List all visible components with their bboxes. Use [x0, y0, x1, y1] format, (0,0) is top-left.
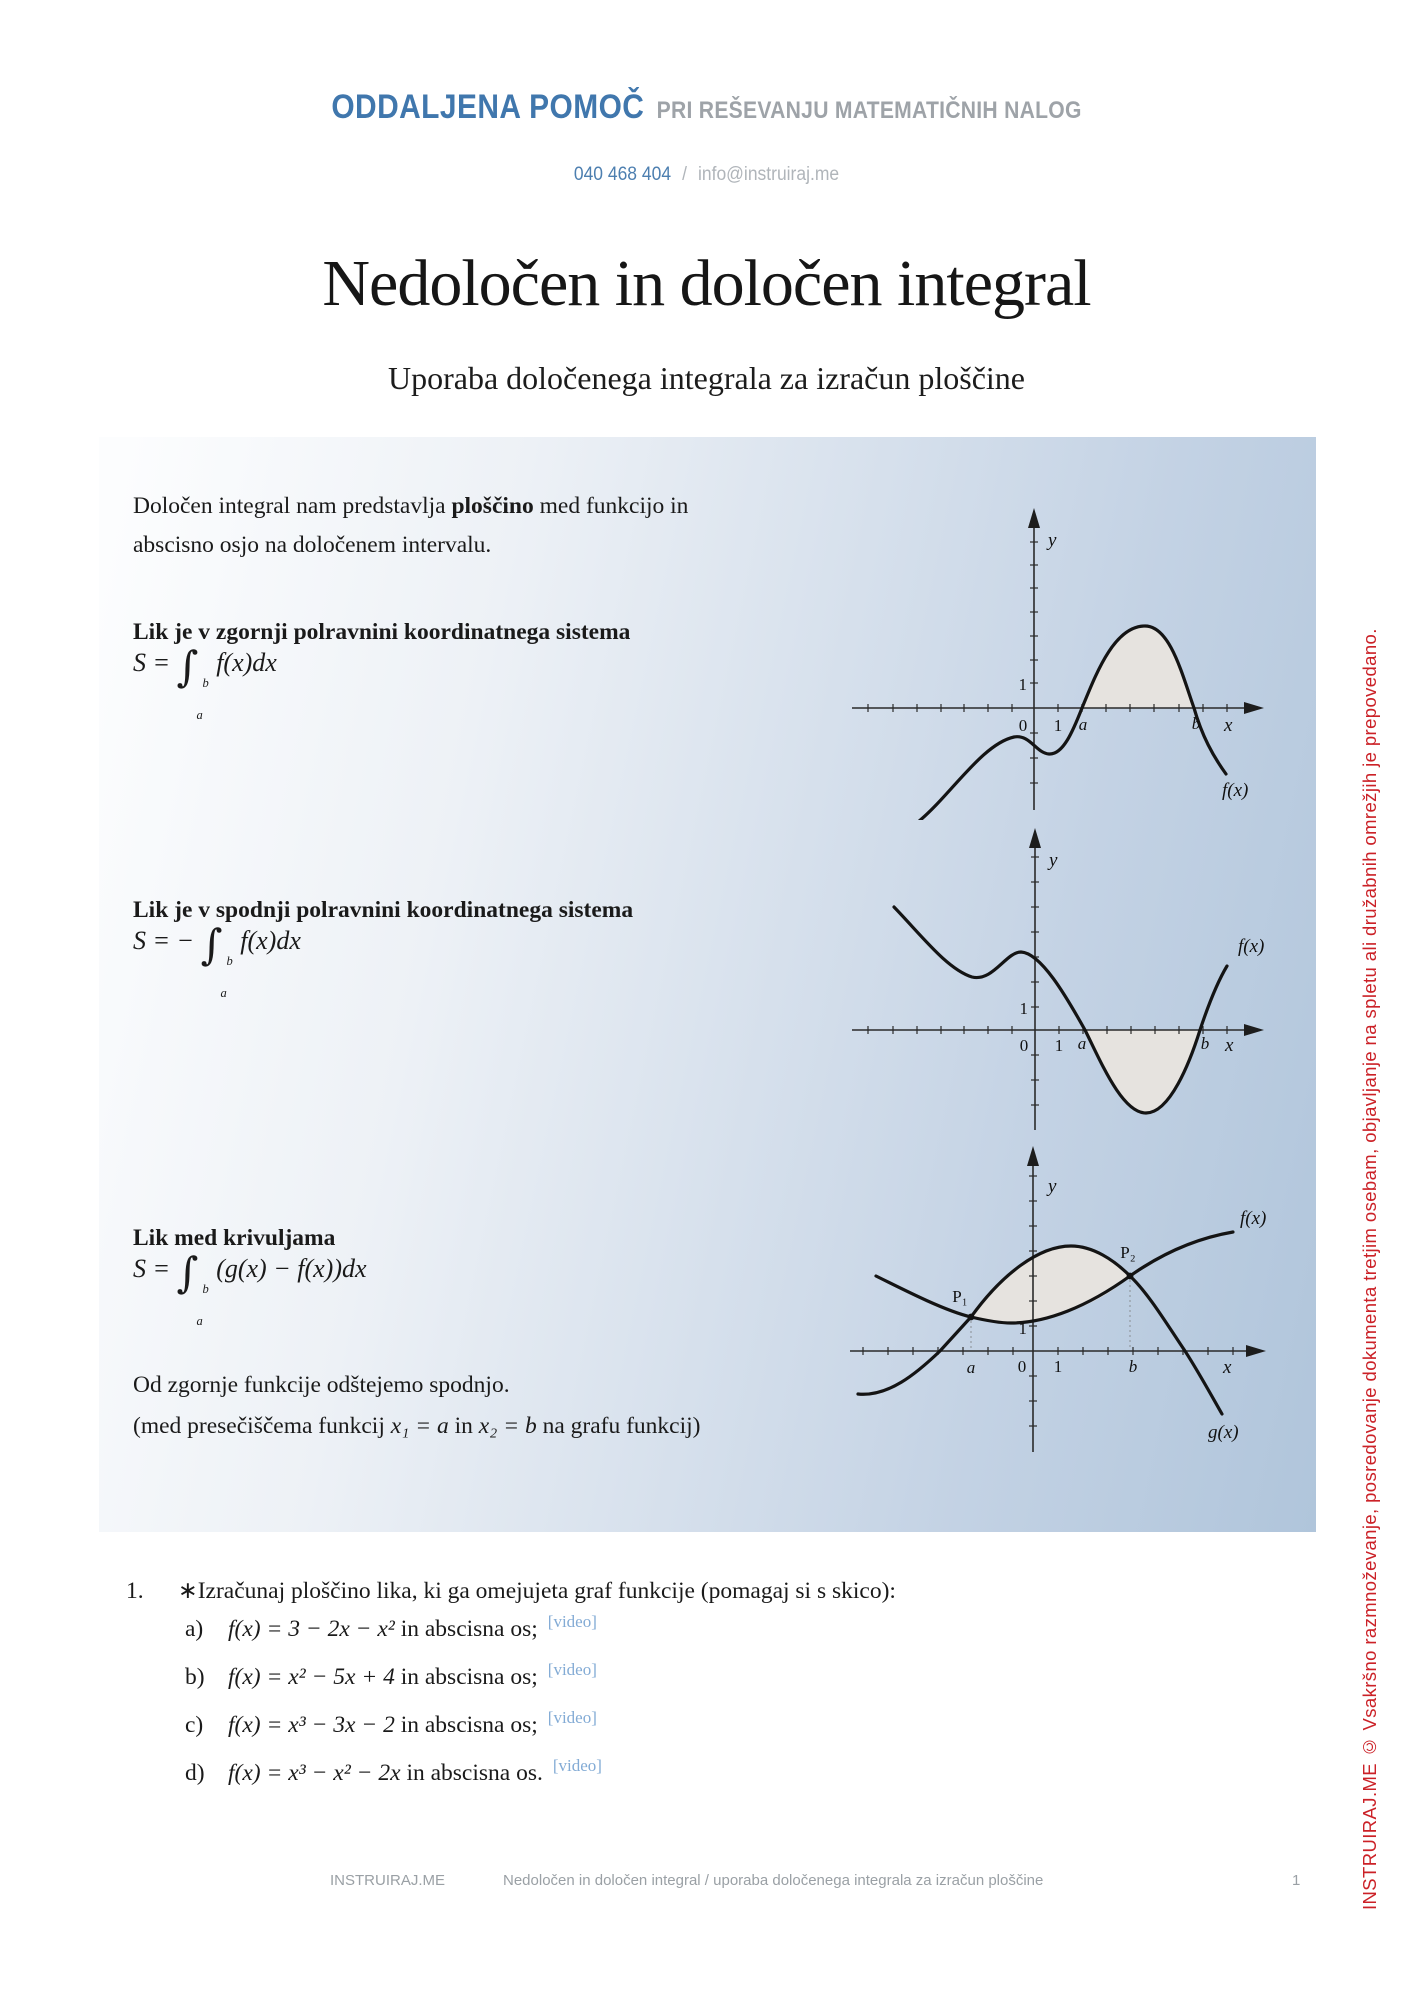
video-link[interactable]: [video]	[547, 1708, 597, 1727]
page-subtitle: Uporaba določenega integrala za izračun ploščine	[387, 360, 1025, 396]
item-label: c)	[185, 1712, 204, 1738]
item-suffix: in abscisna os;	[400, 1616, 538, 1642]
formula3-lhs: S =	[133, 1254, 171, 1283]
formula1-lhs: S =	[133, 648, 171, 677]
x-one-label: 1	[1053, 716, 1063, 735]
origin-label: 0	[1018, 716, 1028, 735]
video-link[interactable]: [video]	[552, 1756, 602, 1775]
contact-separator: /	[682, 164, 687, 185]
formula1-body: f(x)dx	[216, 648, 277, 677]
integral-sign: ∫	[200, 920, 223, 969]
b-label: b	[1128, 1357, 1138, 1376]
y-axis-arrow	[1029, 828, 1041, 848]
item-suffix: in abscisna os;	[400, 1712, 538, 1738]
brand-tagline: PRI REŠEVANJU MATEMATIČNIH NALOG	[656, 97, 1082, 124]
item-suffix: in abscisna os.	[406, 1760, 543, 1786]
section3-note1: Od zgornje funkcije odštejemo spodnjo.	[133, 1372, 510, 1398]
exercise-item-b	[185, 1660, 597, 1691]
integral-lower-limit: a	[196, 707, 203, 722]
section3-formula	[133, 1248, 367, 1328]
formula2-body: f(x)dx	[240, 926, 301, 955]
x-one-label: 1	[1054, 1036, 1064, 1055]
item-label: d)	[185, 1760, 205, 1786]
p2-label: P₂	[1120, 1243, 1136, 1262]
section3-heading: Lik med krivuljama	[133, 1225, 336, 1251]
y-axis-arrow	[1027, 1146, 1039, 1166]
footer-document-title: Nedoločen in določen integral / uporaba določenega integrala za izračun ploščine	[503, 1872, 1044, 1889]
item-formula: f(x) = x² − 5x + 4	[228, 1664, 395, 1690]
exercise-number: 1.	[126, 1578, 144, 1604]
p1-label: P₁	[952, 1287, 968, 1306]
phone-number: 040 468 404	[573, 164, 672, 185]
header	[85, 88, 1328, 127]
b-label: b	[1200, 1034, 1210, 1053]
y-one-label: 1	[1018, 1319, 1027, 1338]
y-axis-arrow	[1028, 508, 1040, 528]
y-one-label: 1	[1019, 999, 1028, 1018]
exercise-1	[126, 1576, 896, 1605]
x-axis-arrow	[1244, 702, 1264, 714]
intro-bold-word: ploščino	[451, 493, 534, 519]
brand-name: ODDALJENA POMOČ	[331, 88, 645, 126]
note2-text-post: na grafu funkcij)	[542, 1413, 701, 1439]
footer-page-number: 1	[1292, 1872, 1301, 1889]
p2-point	[1127, 1273, 1134, 1280]
item-label: b)	[185, 1664, 205, 1690]
graph-between-curves	[830, 1130, 1280, 1460]
x-axis-arrow	[1244, 1024, 1264, 1036]
x-axis-label: x	[1224, 715, 1233, 736]
f-curve	[918, 626, 1226, 820]
x-axis-arrow	[1246, 1345, 1266, 1357]
exercise-item-c	[185, 1708, 597, 1739]
b-label: b	[1191, 714, 1201, 733]
item-label: a)	[185, 1616, 204, 1642]
page-title: Nedoločen in določen integral	[322, 247, 1091, 320]
integral-lower-limit: a	[196, 1313, 203, 1328]
copyright-watermark: INSTRUIRAJ.ME © Vsakršno razmnoževanje, posredovanje dokumenta tretjim osebam, objavljanje na spletu ali družabnih omrežjih je prepovedano.	[1359, 628, 1380, 1910]
item-suffix: in abscisna os;	[400, 1664, 538, 1690]
intro-text-line2: abscisno osjo na določenem intervalu.	[133, 532, 492, 558]
a-label: a	[1077, 1034, 1087, 1053]
x-one-label: 1	[1053, 1357, 1063, 1376]
footer	[0, 1872, 1413, 1896]
item-formula: f(x) = x³ − 3x − 2	[228, 1712, 395, 1738]
f-curve-label: f(x)	[1238, 936, 1265, 957]
video-link[interactable]: [video]	[547, 1660, 597, 1679]
origin-label: 0	[1019, 1036, 1029, 1055]
f-curve-label: f(x)	[1240, 1208, 1267, 1229]
origin-label: 0	[1017, 1357, 1027, 1376]
note2-text-mid: in	[454, 1413, 473, 1439]
email-address: info@instruiraj.me	[698, 164, 840, 185]
a-label: a	[1078, 715, 1088, 734]
y-axis-label: y	[1048, 530, 1057, 551]
exercise-item-a	[185, 1612, 597, 1643]
formula2-lhs: S = −	[133, 926, 195, 955]
item-formula: f(x) = 3 − 2x − x²	[228, 1616, 395, 1642]
g-curve-label: g(x)	[1208, 1422, 1239, 1443]
y-axis-label: y	[1049, 850, 1058, 871]
y-one-label: 1	[1018, 675, 1027, 694]
x-axis-label: x	[1223, 1357, 1232, 1378]
intro-text-cont: med funkcijo in	[539, 493, 689, 519]
section1-formula	[133, 642, 277, 722]
graph-lower-halfplane	[830, 810, 1280, 1140]
note2-math2: x₂ = b	[478, 1413, 537, 1439]
integral-sign: ∫	[176, 642, 199, 691]
integral-sign: ∫	[176, 1248, 199, 1297]
intro-paragraph	[133, 487, 688, 565]
note2-text: (med presečiščema funkcij	[133, 1413, 385, 1439]
graph-upper-halfplane	[830, 490, 1280, 820]
f-curve-label: f(x)	[1222, 780, 1249, 801]
exercise-stem: ∗Izračunaj ploščino lika, ki ga omejujeta graf funkcije (pomagaj si s skico):	[178, 1578, 896, 1604]
integral-upper-limit: b	[202, 676, 209, 690]
section3-note2	[133, 1407, 700, 1446]
integral-lower-limit: a	[220, 985, 227, 1000]
exercise-item-d	[185, 1756, 602, 1787]
section2-formula	[133, 920, 301, 1000]
note2-math1: x₁ = a	[390, 1413, 449, 1439]
item-formula: f(x) = x³ − x² − 2x	[228, 1760, 401, 1786]
formula3-body: (g(x) − f(x))dx	[216, 1254, 367, 1283]
section1-heading: Lik je v zgornji polravnini koordinatnega sistema	[133, 619, 631, 645]
video-link[interactable]: [video]	[547, 1612, 597, 1631]
x-axis-label: x	[1225, 1035, 1234, 1056]
integral-upper-limit: b	[202, 1282, 209, 1296]
footer-site-name: INSTRUIRAJ.ME	[330, 1872, 446, 1889]
section2-heading: Lik je v spodnji polravnini koordinatnega sistema	[133, 897, 634, 923]
p1-point	[968, 1314, 975, 1321]
y-axis-label: y	[1048, 1176, 1057, 1197]
contact-line	[57, 164, 1357, 186]
a-label: a	[966, 1358, 976, 1377]
integral-upper-limit: b	[226, 954, 233, 968]
intro-text: Določen integral nam predstavlja	[133, 493, 446, 519]
